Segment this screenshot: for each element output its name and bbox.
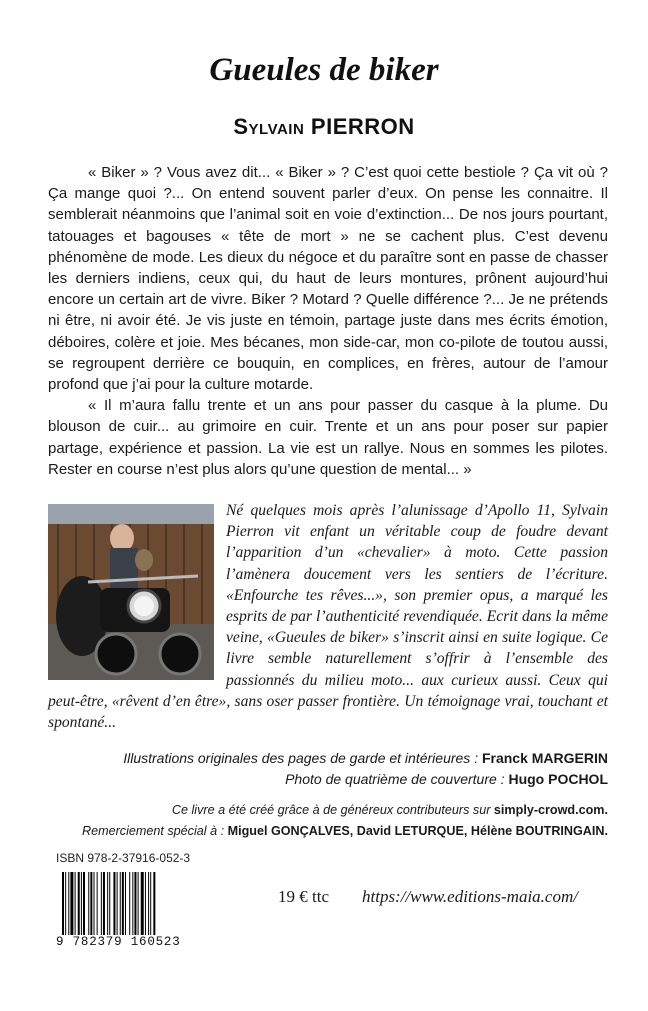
barcode-bar (141, 872, 144, 942)
barcode-bar (88, 872, 89, 942)
barcode-bar (78, 872, 80, 942)
barcode-bar (109, 872, 110, 942)
photo-credit (48, 769, 608, 790)
blurb-paragraph: « Biker » ? Vous avez dit... « Biker » ? C’est quoi cette bestiole ? Ça vit où ? Ça mange quoi ?... On entend souvent parler d’eux. On pense les connaitre. Il semblerait néanmoins que l’animal soit en voie d’extinction... De nos jours pourtant, tatouages et bagouses « tête de mort » ne se cachent plus. C’est devenu phénomène de mode. Les dieux du négoce et du paraître sont en passe de chasser les derniers indiens, ceux qui, du haut de leurs montures, prônent aujourd’hui encore un certain art de vivre. Biker ? Motard ? Quelle différence ?... Je ne prétends ni être, ni avoir été. Je vis juste en témoin, partage juste dans mes écrits émotion, déboires, colère et joie. Mes bécanes, mon side-car, mon co-pilote de toutou aussi, se regroupent derrière ce bouquin, en complices, en frères, autour de l’amour profond que j’ai pour la culture motarde. (48, 164, 608, 394)
barcode-bar (145, 872, 146, 942)
illustrations-label: Illustrations originales des pages de garde et intérieures : (123, 750, 482, 766)
special-thanks (28, 821, 608, 842)
bio-text: Né quelques mois après l’alunissage d’Apollo 11, Sylvain Pierron vit enfant un véritable coup de foudre devant l’apparition d’un «chevalier» à moto. Cette passion l’amènera doucement vers les sentiers de l’écriture. «Enfourche tes rêves...», son premier opus, a marqué les esprits de par l’authenticité revendiquée. Ecrit dans la même veine, «Gueules de biker» s’inscrit ainsi en suite logique. Ce livre semble naturellement s’offrir à l’ensemble des passionnés du milieu moto... aux curieux aussi. Ceux qui peut-être, «rêvent d’en être», sans oser passer frontière. Un témoignage vrai, touchant et spontané... (48, 502, 608, 732)
barcode-bar (150, 872, 151, 942)
blurb-paragraph: « Il m’aura fallu trente et un ans pour passer du casque à la plume. Du blouson de cuir... au grimoire en cuir. Trente et un ans pour poser sur papier partage, expérience et passion. La vie est un rallye. Nous en sommes les pilotes. Rester en course n’est plus alors qu’une question de mental... » (48, 397, 608, 478)
barcode-bar (90, 872, 92, 942)
barcode-bar (94, 872, 95, 942)
book-author: Sylvain PIERRON (233, 114, 415, 139)
barcode-bar (132, 872, 133, 942)
author-bio (48, 500, 608, 733)
illustrations-name: Franck MARGERIN (481, 750, 608, 766)
barcode-bar (120, 872, 121, 942)
crowd-site: simply-crowd.com. (493, 803, 608, 817)
barcode-bar (153, 872, 155, 942)
back-cover-blurb (48, 162, 608, 480)
price: 19 € ttc (278, 887, 329, 906)
barcode-image (62, 872, 192, 942)
isbn-number: ISBN 978-2-37916-052-3 (56, 851, 191, 865)
acknowledgements (28, 800, 608, 842)
author-photo (48, 504, 214, 680)
barcode-bar (62, 872, 64, 942)
author-photo-image (48, 504, 214, 680)
barcode-bar (117, 872, 118, 942)
crowdfunding-note (28, 800, 608, 821)
barcode-digits: 9 782379 160523 (56, 935, 196, 949)
credits (48, 748, 608, 790)
photo-name: Hugo POCHOL (508, 771, 608, 787)
barcode-bar (101, 872, 102, 942)
barcode-bar (75, 872, 76, 942)
publisher-url[interactable]: https://www.editions-maia.com/ (362, 887, 578, 906)
photo-label: Photo de quatrième de couverture : (285, 771, 509, 787)
crowd-label: Ce livre a été créé grâce à de généreux contributeurs sur (171, 803, 494, 817)
barcode-bar (81, 872, 82, 942)
barcode-bar (122, 872, 124, 942)
barcode-bar (129, 872, 130, 942)
illustrations-credit (48, 748, 608, 769)
barcode-bar (148, 872, 149, 942)
special-label: Remerciement spécial à : (81, 824, 228, 838)
barcode-bar (65, 872, 66, 942)
barcode-bar (68, 872, 69, 942)
barcode-bar (107, 872, 108, 942)
barcode-bar (83, 872, 85, 942)
barcode-bar (113, 872, 115, 942)
barcode-bar (125, 872, 126, 942)
barcode-bar (134, 872, 136, 942)
book-title: Gueules de biker (209, 52, 439, 88)
barcode-bar (103, 872, 105, 942)
barcode-bar (70, 872, 73, 942)
barcode-bar (97, 872, 98, 942)
barcode-bar (138, 872, 139, 942)
special-names: Miguel GONÇALVES, David LETURQUE, Hélène BOUTRINGAIN. (227, 824, 608, 838)
